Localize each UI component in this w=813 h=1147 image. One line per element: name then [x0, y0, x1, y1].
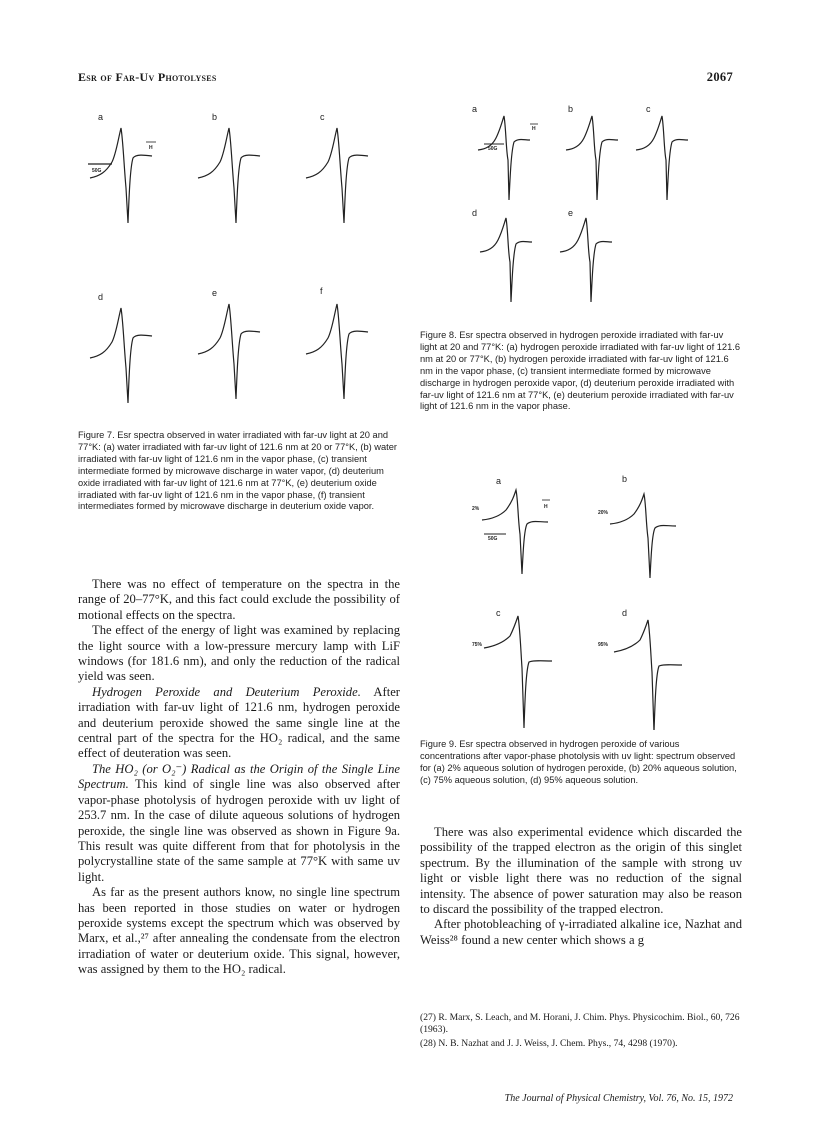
section-heading-ho2: The HO₂ (or O₂⁻) Radical as the Origin of the Single Line Spectrum. — [78, 761, 400, 792]
references — [420, 1012, 740, 1053]
figure-9 — [470, 470, 710, 730]
fig7-label-e: e — [212, 288, 218, 298]
fig8-label-a: a — [472, 104, 478, 114]
running-title: Esr of Far-Uv Photolyses — [78, 70, 217, 84]
left-paragraph-2: The effect of the energy of light was examined by replacing the light source with a low-pressure mercury lamp with LiF windows (for 181.6 nm), and only the reduction of the radical yield was seen. — [78, 623, 400, 684]
fig9-conc-d: 95% — [598, 642, 609, 648]
section-heading-peroxide: Hydrogen Peroxide and Deuterium Peroxide. — [92, 684, 361, 699]
right-paragraph-1: There was also experimental evidence which discarded the possibility of the trapped electron as the origin of this singlet spectrum. By the illumination of the sample with strong uv light or visble light there was no reduction of the signal intensity. The absence of power saturation may also be reason to discard the possibility of the trapped electron. — [420, 825, 742, 917]
fig9-scale-label: 50G — [488, 536, 498, 542]
fig9-label-a: a — [496, 476, 502, 486]
figure-7 — [78, 100, 398, 430]
fig7-label-c: c — [320, 112, 325, 122]
fig8-label-e: e — [568, 208, 574, 218]
fig7-spectrum-c — [306, 128, 368, 223]
figure-7-spectra — [78, 100, 398, 430]
left-paragraph-5: As far as the present authors know, no single line spectrum has been reported in those studies on water or hydrogen peroxide systems except the spectrum which was observed by Marx, et al.,²⁷ after annealing the condensate from the electron irradiation of water or deuterium oxide. This signal, however, was assigned by them to the HO₂ radical. — [78, 885, 400, 977]
figure-8-spectra — [470, 100, 700, 320]
fig7-label-b: b — [212, 112, 218, 122]
fig9-spectrum-c — [484, 616, 552, 728]
fig7-label-a: a — [98, 112, 104, 122]
fig8-spectrum-b — [566, 116, 618, 200]
journal-footer: The Journal of Physical Chemistry, Vol. 76, No. 15, 1972 — [504, 1093, 733, 1104]
fig8-spectrum-e — [560, 218, 612, 302]
figure-9-spectra — [470, 470, 710, 730]
fig8-label-c: c — [646, 104, 651, 114]
fig7-spectrum-a — [90, 128, 152, 223]
fig8-label-b: b — [568, 104, 574, 114]
fig7-spectrum-b — [198, 128, 260, 223]
figure-9-caption: Figure 9. Esr spectra observed in hydrogen peroxide of various concentrations after vapor-phase photolysis with uv light: spectrum observed for (a) 2% aqueous solution of hydrogen peroxide, (b) 20% aqueous solution, (c) 75% aqueous solution, (d) 95% aqueous solution. — [420, 739, 737, 785]
fig9-conc-b: 20% — [598, 510, 609, 516]
left-paragraph-4: The HO₂ (or O₂⁻) Radical as the Origin of the Single Line Spectrum. This kind of single line was also observed after vapor-phase photolysis of hydrogen peroxide with uv light of 253.7 nm. In the case of dilute aqueous solutions of hydrogen peroxide, the single line was observed as shown in Figure 9a. This result was quite different from that for photolysis in the polycrystalline state of the same sample at 77°K with same uv light. — [78, 761, 400, 884]
fig9-spectrum-a — [482, 490, 548, 574]
fig7-field-label: H — [149, 145, 153, 151]
left-paragraph-3: Hydrogen Peroxide and Deuterium Peroxide. After irradiation with far-uv light of 121.6 nm, hydrogen peroxide and deuterium peroxide showed the same single line at the central part of the spectra for the HO₂ radical, and the same effect of deuteration was seen. — [78, 684, 400, 761]
fig8-spectrum-a — [478, 116, 530, 200]
fig7-label-d: d — [98, 292, 104, 302]
fig7-spectrum-d — [90, 308, 152, 403]
fig7-scale-label: 50G — [92, 168, 102, 174]
fig8-scale-label: 50G — [488, 146, 498, 152]
right-paragraph-2: After photobleaching of γ-irradiated alkaline ice, Nazhat and Weiss²⁸ found a new center which shows a g — [420, 917, 742, 947]
reference-27: (27) R. Marx, S. Leach, and M. Horani, J. Chim. Phys. Physicochim. Biol., 60, 726 (1963). — [420, 1012, 740, 1035]
fig9-conc-a: 2% — [472, 506, 480, 512]
figure-8-caption: Figure 8. Esr spectra observed in hydrogen peroxide irradiated with far-uv light at 20 and 77°K: (a) hydrogen peroxide irradiated with far-uv light of 121.6 nm at 20 or 77°K, (b) hydrogen peroxide irradiated with far-uv light of 121.6 nm in the vapor phase, (c) transient intermediate formed by microwave discharge in hydrogen peroxide vapor, (d) deuterium peroxide irradiated with far-uv light of 121.6 nm at 77°K, (e) deuterium peroxide irradiated with far-uv light of 121.6 nm in the vapor phase. — [420, 330, 741, 412]
right-column — [420, 825, 742, 948]
fig9-label-b: b — [622, 474, 628, 484]
fig9-spectrum-b — [610, 494, 676, 578]
fig7-spectrum-f — [306, 304, 368, 399]
fig9-field-label: H — [544, 504, 548, 510]
figure-7-caption: Figure 7. Esr spectra observed in water irradiated with far-uv light at 20 and 77°K: (a) water irradiated with far-uv light of 121.6 nm at 20 or 77°K, (b) water irradiated with far-uv light of 121.6 nm in the vapor phase, (c) transient intermediate formed by microwave discharge in water vapor, (d) deuterium oxide irradiated with far-uv light of 121.6 nm at 77°K, (e) deuterium oxide irradiated with far-uv light of 121.6 nm in the vapor phase, (f) transient intermediates formed by microwave discharge in deuterium oxide vapor. — [78, 430, 398, 512]
fig7-label-f: f — [320, 286, 323, 296]
reference-28: (28) N. B. Nazhat and J. J. Weiss, J. Chem. Phys., 74, 4298 (1970). — [420, 1038, 678, 1050]
fig9-spectrum-d — [614, 620, 682, 730]
fig9-label-d: d — [622, 608, 628, 618]
fig8-field-label: H — [532, 126, 536, 132]
left-column — [78, 577, 400, 978]
fig9-label-c: c — [496, 608, 501, 618]
fig8-spectrum-c — [636, 116, 688, 200]
fig7-spectrum-e — [198, 304, 260, 399]
figure-8 — [470, 100, 700, 320]
page-number: 2067 — [706, 70, 733, 84]
fig9-conc-c: 75% — [472, 642, 483, 648]
fig8-label-d: d — [472, 208, 478, 218]
fig8-spectrum-d — [480, 218, 532, 302]
left-paragraph-1: There was no effect of temperature on the spectra in the range of 20–77°K, and this fact could exclude the possibility of motional effects on the spectra. — [78, 577, 400, 622]
